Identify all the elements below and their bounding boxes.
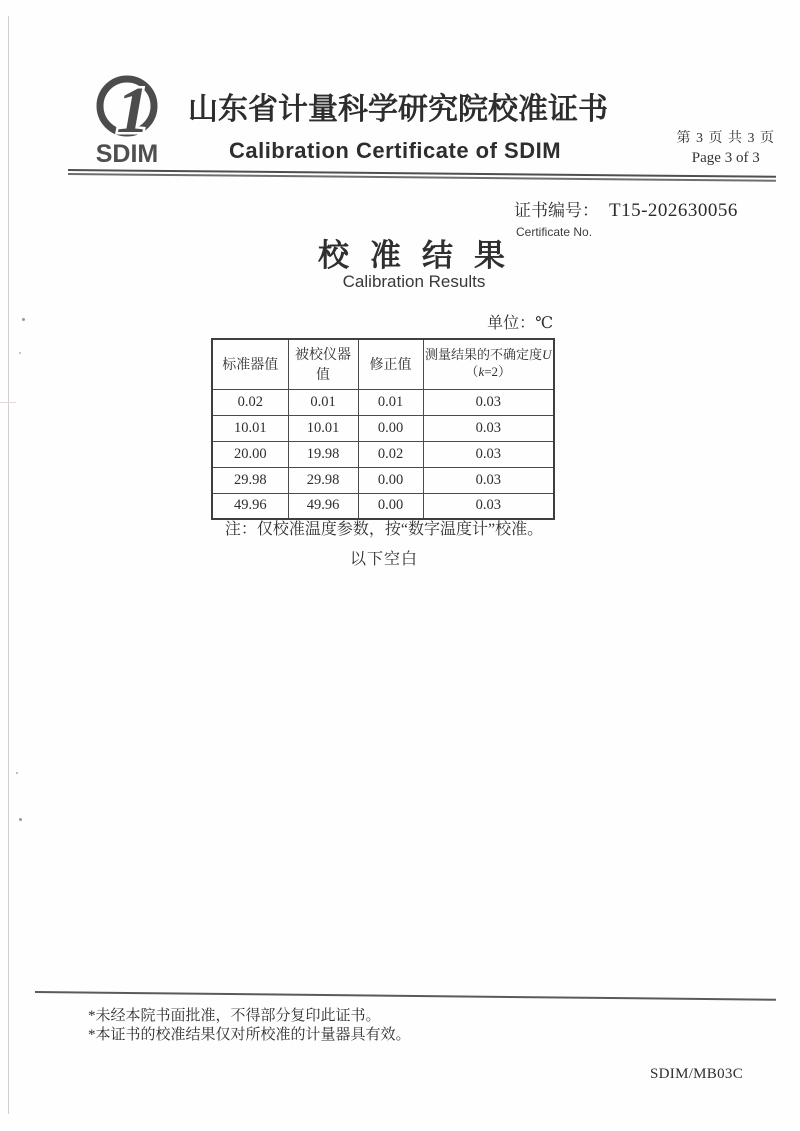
scan-edge-line — [8, 16, 9, 1114]
cell-standard: 0.02 — [212, 389, 288, 415]
scan-speck — [16, 772, 18, 774]
header-title-block — [188, 84, 608, 164]
cell-correction: 0.00 — [358, 415, 423, 441]
calibration-note: 注：仅校准温度参数，按“数字温度计”校准。 — [224, 521, 544, 538]
form-code: SDIM/MB03C — [650, 1066, 744, 1082]
scan-smudge — [0, 402, 16, 403]
certificate-number-block — [514, 196, 738, 239]
logo-text: SDIM — [95, 140, 159, 168]
cell-uncertainty: 0.03 — [423, 493, 554, 519]
k-open: （ — [465, 364, 479, 380]
page-number-en: Page 3 of 3 — [691, 150, 760, 166]
calibration-results-table — [211, 338, 555, 520]
footer-divider — [35, 991, 776, 1001]
uncertainty-symbol: U — [542, 347, 552, 363]
certificate-number: T15-202630056 — [609, 200, 738, 221]
table-row — [212, 441, 554, 467]
cell-correction: 0.00 — [358, 467, 423, 493]
cell-uncertainty: 0.03 — [423, 415, 554, 441]
cell-instrument: 10.01 — [288, 415, 358, 441]
footer-note-1: *未经本院书面批准，不得部分复印此证书。 — [88, 1008, 381, 1024]
cell-instrument: 29.98 — [288, 467, 358, 493]
certificate-no-label-cn: 证书编号： — [514, 201, 599, 220]
blank-below-note: 以下空白 — [349, 551, 418, 568]
table-row — [212, 389, 554, 415]
cell-instrument: 0.01 — [288, 389, 358, 415]
cell-correction: 0.00 — [358, 493, 423, 519]
cell-uncertainty: 0.03 — [423, 467, 554, 493]
logo-numeral-one: 1 — [116, 74, 150, 147]
unit-label: 单位：℃ — [487, 315, 553, 332]
cell-uncertainty: 0.03 — [423, 389, 554, 415]
table-row — [212, 467, 554, 493]
cell-standard: 49.96 — [212, 493, 288, 519]
col-header-correction-value: 修正值 — [358, 339, 423, 389]
cell-correction: 0.02 — [358, 441, 423, 467]
certificate-no-label-en: Certificate No. — [516, 225, 593, 239]
scan-speck — [22, 318, 25, 321]
section-title-en: Calibration Results — [342, 272, 486, 291]
col-header-instrument-value: 被校仪器值 — [288, 339, 358, 389]
cell-instrument: 19.98 — [288, 441, 358, 467]
footer-notes — [88, 1007, 411, 1045]
section-title-cn: 校准结果 — [318, 238, 526, 273]
scan-speck — [19, 818, 22, 821]
institute-title-cn: 山东省计量科学研究院校准证书 — [188, 93, 608, 126]
col-header-standard-value: 标准器值 — [212, 339, 288, 389]
cell-instrument: 49.96 — [288, 493, 358, 519]
table-row — [212, 415, 554, 441]
cell-uncertainty: 0.03 — [423, 441, 554, 467]
cell-standard: 10.01 — [212, 415, 288, 441]
footer-note-2: *本证书的校准结果仅对所校准的计量器具有效。 — [88, 1027, 411, 1043]
sdim-logo-icon — [86, 68, 168, 168]
page-info — [677, 127, 776, 167]
page-number-cn: 第 3 页 共 3 页 — [676, 131, 775, 146]
note-block — [201, 516, 567, 569]
institute-title-en: Calibration Certificate of SDIM — [228, 138, 562, 163]
k-symbol: k — [478, 364, 485, 380]
scan-speck — [19, 352, 21, 354]
cell-standard: 29.98 — [212, 467, 288, 493]
cell-correction: 0.01 — [358, 389, 423, 415]
cell-standard: 20.00 — [212, 441, 288, 467]
k-rest: =2） — [484, 364, 512, 380]
header-divider — [68, 169, 776, 182]
table-header-row — [212, 339, 554, 389]
col-header-uncertainty — [423, 339, 554, 389]
uncertainty-text: 测量结果的不确定度 — [425, 347, 543, 363]
